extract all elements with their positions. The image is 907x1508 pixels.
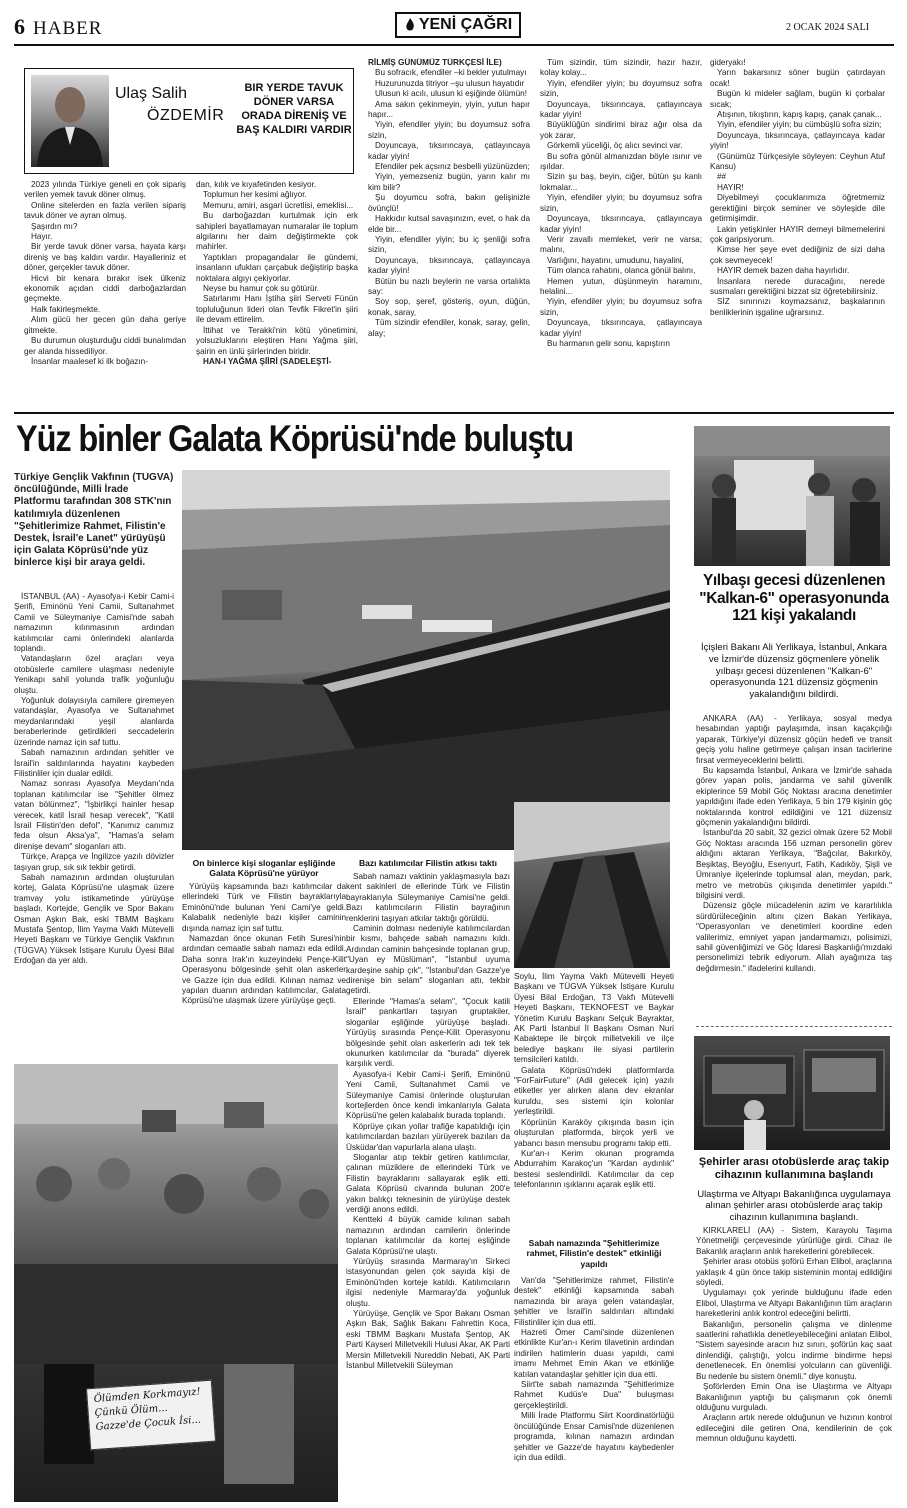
paragraph: Atışının, tıkıştırın, kapış kapış, çanak çanak...: [717, 110, 882, 120]
side2-lead: Ulaştırma ve Altyapı Bakanlığınca uygulamaya alınan şehirler arası otobüslerde araç takip cihazının kullanımına başlandı.: [697, 1188, 891, 1222]
column-col4: [540, 58, 702, 380]
paragraph: Uygulamayı çok yerinde bulduğunu ifade eden Elibol, Ulaştırma ve Altyapı Bakanlığının tüm araçların hareketlerini anlık kontrol edeceğini belirtti.: [696, 1288, 892, 1319]
side1-headline: Yılbaşı gecesi düzenlenen "Kalkan-6" operasyonunda 121 kişi yakalandı: [699, 572, 889, 624]
paragraph: Şoförlerden Emin Ona ise Ulaştırma ve Altyapı Bakanlığının yaptığı bu çalışmanın çok önemli olduğunu vurguladı.: [696, 1382, 892, 1412]
paragraph: KIRKLARELİ (AA) - Sistem, Karayolu Taşıma Yönetmeliği çerçevesinde yürürlüğe girdi. Cihaz ile Bakanlık araçların anlık hareketlerini görebilecek.: [696, 1226, 892, 1256]
paragraph: Online sitelerden en fazla verilen sipariş tavuk döner ve ayran olmuş.: [24, 200, 186, 221]
paragraph: Bakanlığın, personelin çalışma ve dinlenme saatlerini rahatlıkla denetleyebileceğini anlatan Elibol, "Sistem sayesinde aracın hız sınırı, şoförün kaç saat dinlendiği, çalıştığı, yolcu indirme bindirme hepsi denetlenecek. En önemlisi yolcuların can güvenliği. Bu nedenle bu sistem önemli." diye konuştu.: [696, 1319, 892, 1381]
paragraph: Varlığını, hayatını, umudunu, hayalini,: [547, 255, 684, 265]
logo-text: YENİ ÇAĞRI: [418, 16, 513, 33]
paragraph: Hayır.: [31, 232, 53, 242]
paragraph: Tüm sizindir efendiler, konak, saray, gelin, alay;: [368, 318, 530, 338]
crowd-bridge-photo: [514, 802, 670, 968]
page-header: [0, 0, 907, 50]
paragraph: Sloganlar atıp tekbir getiren katılımcılar, çalınan müziklere de ellerindeki Türk ve Filistin bayraklarını sallayarak eşlik etti. Galata Köprüsü civarında bulunan 200'e yakın balıkçı teknesinin de yürüyüşe destek verdiği anons edildi.: [346, 1152, 510, 1214]
paragraph: Toplumun her kesimi ağlıyor.: [203, 190, 307, 200]
page-number: 6: [14, 14, 25, 39]
paragraph: Doyuncaya, tıksırıncaya, çatlayıncaya kadar yiyin!: [540, 214, 702, 234]
paragraph: Siirt'te sabah namazında "Şehitlerimize Rahmet Kudüs'e Dua" buluşması gerçekleştirildi.: [514, 1380, 674, 1410]
paragraph: 2023 yılında Türkiye geneli en çok sipariş verilen yemek tavuk döner olmuş.: [24, 180, 186, 200]
police-illustration-icon: [694, 426, 890, 566]
protest-crowd-photo: [14, 1064, 338, 1502]
paragraph: Sabah namazı vaktinin yaklaşmasıyla bazı kent sakinleri de ellerinde Türk ve Filistin bayraklarıyla Süleymaniye Camisi'ne geldi. Bazı katılımcıların Filistin bayrağının renklerini taşıyan atkılar taktığı görüldü.: [346, 872, 510, 923]
paragraph: Namazdan önce okunan Fetih Suresi'nin ardından cemaatle sabah namazı eda edildi. Daha sonra Irak'ın kuzeyindeki Pençe-Kilit Operasyonu bölgesinde şehit olan askerler ve Gazze için dua edildi. Kılınan namaz ve yapılan duanın ardından katılımcılar, Galata Köprüsü'ne ulaşmak üzere yürüyüşe geçti.: [182, 934, 346, 1006]
paragraph: Diyebilmeyi çocuklarımıza öğretmemiz gerektiğini birçok seminer ve söyleşide dile getirmişimdir.: [710, 193, 885, 224]
paragraph: Şu doyumcu sofra, bakın gelişinizle övünçlü!: [368, 193, 530, 213]
paragraph: Yürüyüşe, Gençlik ve Spor Bakanı Osman Aşkın Bak, Sağlık Bakanı Fahrettin Koca, eski TBMM Başkanı Mustafa Şentop, AK Parti Kayseri Milletvekili Hulusi Akar, AK Parti Mersin Milletvekili Nureddin Nebati, AK Parti İstanbul Milletvekili Süleyman: [346, 1309, 510, 1371]
paragraph: Yiyin, efendiler yiyin; bu doyumsuz sofra sizin,: [540, 193, 702, 213]
main-lead: Türkiye Gençlik Vakfının (TÜGVA) öncülüğünde, Milli İrade Platformu tarafından 308 STK'nın katılımıyla düzenlenen "Şehitlerimize Rahmet, Filistin'e Destek, İsrail'e Lanet" yürüyüşü için Galata Köprüsü'nde yüz binlerce kişi bir araya geldi.: [14, 472, 174, 569]
paragraph: İnsanlara nerede duracağını, nerede susmaları gerektiğini bizzat siz öğretebilirsiniz.: [710, 276, 885, 296]
paragraph: Vatandaşların özel araçları veya otobüslerle camilere ulaşması nedeniyle Yenikapı sahil yolunda trafik yoğunluğu oluştu.: [14, 654, 174, 695]
paragraph: Yoğunluk dolayısıyla camilere giremeyen vatandaşlar, Ayasofya ve Sultanahmet meydanlarındaki yeşil alanlarda beraberlerinde getirdikleri seccadelerin üzerinde namaz için saf tuttu.: [14, 696, 174, 747]
main-body-col1: [14, 592, 174, 1058]
paragraph: HAN-I YAĞMA ŞİİRİ (SADELEŞTİ-: [203, 356, 332, 366]
paragraph: Yiyin, efendiler yiyin; bu doyumsuz sofra sizin,: [368, 120, 530, 140]
paragraph: Halk fakirleşmekte.: [31, 304, 101, 314]
issue-date: 2 OCAK 2024 SALI: [786, 22, 870, 33]
paragraph: (Günümüz Türkçesiyle söyleyen: Ceyhun Atuf Kansu): [710, 151, 885, 172]
column-title: BIR YERDE TAVUK DÖNER VARSA ORADA DİRENİŞ VE BAŞ KALDIRI VARDIR: [236, 82, 352, 136]
main-body-col4: [514, 972, 674, 1232]
paragraph: Bu sofra gönül almanızdan böyle ısınır ve ışıldar.: [540, 151, 702, 172]
paragraph: Alım gücü her gecen gün daha geriye gitmekte.: [24, 315, 186, 335]
paragraph: gideryakı!: [710, 58, 746, 67]
column-col3: [368, 58, 530, 380]
paragraph: Yiyin, efendiler yiyin; bu iç şenliği sofra sizin,: [368, 234, 530, 255]
subhead-3: Sabah namazında "Şehitlerimize rahmet, Filistin'e destek" etkinliği yapıldı: [526, 1238, 662, 1269]
paragraph: Şehirler arası otobüs şoförü Erhan Elibol, araçlarına yaklaşık 4 gün önce takip sisteminin montaj edildiğini söyledi.: [696, 1257, 892, 1288]
paragraph: Tüm olanca rahatını, olanca gönül balını,: [547, 266, 696, 276]
paragraph: Hemen yutun, düşünmeyin haramını, helalini...: [540, 276, 702, 296]
main-body-col2: [182, 882, 346, 1054]
paragraph: Lakin yetişkinler HAYIR demeyi bilmemelerini çok garipsiyorum.: [710, 224, 885, 244]
paragraph: Efendiler pek açsınız besbelli yüzünüzden;: [375, 162, 530, 172]
paragraph: Milli İrade Platformu Siirt Koordinatörlüğü öncülüğünde Ensar Camisi'nde düzenlenen programda, kılınan namazın ardından şehitler ve Gazze'de hayatını kaybedenler için dua edildi.: [514, 1411, 674, 1462]
police-photo: [694, 426, 890, 566]
header-rule: [14, 44, 894, 46]
paragraph: İSTANBUL (AA) - Ayasofya-i Kebir Cami-i Şerifi, Eminönü Yeni Camii, Sultanahmet Camii ve Süleymaniye Camisi'nde sabah namazının kılınmasının ardından katılımcılar cami önlerindeki alanlarda toplandı.: [14, 592, 174, 654]
paragraph: Bu harmanın gelir sonu, kapıştırın: [547, 338, 670, 348]
paragraph: İnsanlar maalesef ki ilk boğazın-: [31, 356, 148, 366]
paragraph: Soy sop, şeref, gösteriş, oyun, düğün, konak, saray,: [368, 297, 530, 317]
author-first-name: Ulaş Salih: [115, 85, 188, 102]
paragraph: Caminin dolması nedeniyle katılımcılardan bir kısmı, bahçede sabah namazını kıldı. Ardından caminin bahçesinde toplanan grup, "Uyan ey Müslüman", "İstanbul uyuma kardeşine sahip çık", "İstanbul'dan Gazze'ye direnişe bin selam" sloganları attı, tekbir getirdi.: [346, 924, 510, 996]
protest-sign: [86, 1380, 216, 1451]
paragraph: HAYIR!: [717, 182, 744, 192]
paragraph: Büyüklüğün sindirimi biraz ağır olsa da yok zarar,: [540, 120, 702, 140]
bridge-illustration-icon: [182, 470, 670, 850]
bus-photo: [694, 1036, 890, 1150]
paragraph: Doyuncaya, tıksırıncaya, çatlayıncaya kadar yiyin!: [710, 130, 885, 151]
paragraph: Sabah namazının ardından oluşturulan kortej, Galata Köprüsü'ne ulaşmak üzere tramvay yolu istikametinde yürüyüşe başladı. Kortejde, Gençlik ve Spor Bakanı Osman Aşkın Bak, eski TBMM Başkanı Mustafa Şentop, İlim Yayma Vakfı Mütevelli Heyeti Başkanı ve Türkiye Gençlik Vakfının (TÜGVA) Yüksek İstişare Kurulu Üyesi Bilal Erdoğan da yer aldı.: [14, 872, 174, 966]
sign-line: Ölümden Korkmayız!: [93, 1386, 201, 1405]
paragraph: Bu durumun oluşturduğu ciddi bunalımdan ger alanda hissediliyor.: [24, 336, 186, 356]
main-body-col3: [346, 872, 510, 1502]
paragraph: Galata Köprüsü'ndeki platformlarda "ForFairFuture" (Adil gelecek için) yazılı etiketler yer alırken alana dev ekranlar kuruldu, ses sistemi için kolonlar yerleştirildi.: [514, 1065, 674, 1117]
paragraph: Hakkıdır kutsal savaşınızın, evet, o hak da elde bir...: [368, 214, 530, 234]
paragraph: dan, kılık ve kıyafetinden kesiyor.: [196, 180, 317, 189]
paragraph: Van'da "Şehitlerimize rahmet, Filistin'e destek" etkinliği kapsamında sabah namazında bir araya gelen vatandaşlar, şehitler ve İsrail'in saldırıları altındaki Filistinliler için dua etti.: [514, 1276, 674, 1327]
column-col5: [710, 58, 885, 380]
paragraph: Huzurunuzda titriyor –şu ulusun hayatıdır: [375, 78, 525, 88]
paragraph: Doyuncaya, tıksırıncaya, çatlayıncaya kadar yiyin!: [540, 99, 702, 120]
paragraph: Sizin şu baş, beyin, ciğer, bütün şu kanlı lokmalar...: [540, 172, 702, 192]
section-label: HABER: [33, 18, 103, 39]
paragraph: Ellerinde "Hamas'a selam", "Çocuk katili İsrail" pankartları taşıyan gruptakiler, sloganlar eşliğinde yürüyüşe başladı. Yürüyüş sırasında Pençe-Kilit Operasyonu bölgesinde şehit olan askerlerin adı tek tek okunurken katılımcılar da "burada" diyerek karşılık verdi.: [346, 996, 510, 1069]
author-last-name: ÖZDEMİR: [147, 107, 225, 124]
paragraph: Hazreti Ömer Cami'sinde düzenlenen etkinlikte Kur'an-ı Kerim tilavetinin ardından indirilen hatimlerin duası yapıldı, cami imamı Mehmet Emin Akan ve etkinliğe katılan vatandaşlar şehitler için dua etti.: [514, 1328, 674, 1379]
paragraph: Bu sofracık, efendiler –ki bekler yutulmayı: [375, 68, 527, 78]
paragraph: Neyse bu hamur çok su götürür.: [203, 284, 320, 294]
side1-lead: İçişleri Bakanı Ali Yerlikaya, İstanbul, Ankara ve İzmir'de düzensiz göçmenlere yönelik yılbaşı gecesi düzenlenen "Kalkan-6" operasyonunda 121 düzensiz göçmenin yakalandığını bildirdi.: [701, 642, 887, 701]
paragraph: Bu kapsamda İstanbul, Ankara ve İzmir'de sahada görev yapan polis, jandarma ve sahil güvenlik ekiplerince 59 Mobil Göç Noktası aracına denetimler yapıldığını ifade eden Yerlikaya, 5 bin 179 kişinin göç noktalarında kontrol edildiğini ve 121 düzensiz göçmenin yakalandığını bildirdi.: [696, 766, 892, 828]
paragraph: Ulusun ki acılı, ulusun ki eşiğinde ölümün!: [375, 89, 528, 99]
paragraph: Yiyin, efendiler yiyin; bu cümbüşlü sofra sizin;: [717, 120, 882, 130]
main-headline: Yüz binler Galata Köprüsü'nde buluştu: [16, 418, 573, 459]
paragraph: ANKARA (AA) - Yerlikaya, sosyal medya hesabından yaptığı paylaşımda, insan kaçakçılığı yaparak, Türkiye'yi düzensiz göçün hedefi ve transit geçiş yolu haline getirmeye çalışan insan tacirlerine fırsat vermeyeceklerini belirtti.: [696, 714, 892, 765]
main-body-col5: [514, 1276, 674, 1502]
paragraph: Namaz sonrası Ayasofya Meydanı'nda toplanan katılımcılar ise "Şehitler ölmez vatan bölünmez", "İşbirlikçi hainler hesap verecek, katil İsrail hesap verecek", "Katil İsrail Filistin'den defol", "Kanımız canımız feda olsun Aksa'ya", "Hamas'a selam direnişe devam" sloganları attı.: [14, 779, 174, 851]
paragraph: Doyuncaya, tıksırıncaya, çatlayıncaya kadar yiyin!: [368, 141, 530, 161]
crowd-illustration-icon: [514, 802, 670, 968]
paragraph: Kimse her şeye evet dediğiniz de sizi daha çok sevmeyecek!: [710, 245, 885, 265]
paragraph: Düzensiz göçle mücadelenin azim ve kararlılıkla sürdürüleceğinin altını çizen Bakan Yerlikaya, "Operasyonları ve denetimleri koordine eden valilerimiz, emniyet yapan jandarmamızı, polisimizi, sahil güvenliğimizi ve Göç İdaresi Başkanlığı'mızdaki personelimizi tebrik ediyorum. Allah ayağınıza taş değdirmesin." ifadelerini kullandı.: [696, 901, 892, 973]
side2-body: [696, 1226, 892, 1504]
paragraph: Yiyin, efendiler yiyin; bu doyumsuz sofra sizin,: [540, 78, 702, 99]
paragraph: HAYIR demek bazen daha hayırlıdır.: [717, 266, 850, 276]
side2-headline: Şehirler arası otobüslerde araç takip cihazının kullanımına başlandı: [698, 1156, 890, 1181]
side1-body: [696, 714, 892, 1016]
paragraph: İttihat ve Terakki'nin kötü yönetimini, yolsuzluklarını eleştiren Hanı Yağma şiiri, şairin en ünlü şiirlerinden biridir.: [196, 325, 358, 356]
author-box: [24, 68, 354, 174]
paragraph: Yiyin, efendiler yiyin; bu doyumsuz sofra sizin,: [540, 297, 702, 317]
paragraph: Doyuncaya, tıksırıncaya, çatlayıncaya kadar yiyin!: [540, 318, 702, 338]
paragraph: Yarın bakarsınız söner bugün çatırdayan ocak!: [710, 68, 885, 88]
paragraph: Kur'an-ı Kerim okunan programda Abdurrahim Karakoç'un "Kardan aydınlık" bestesi seslendirildi. Katılımcılar da cep telefonlarının ışıklarını açarak eşlik etti.: [514, 1148, 674, 1190]
paragraph: Bütün bu nazlı beylerin ne varsa ortalıkta say:: [368, 276, 530, 296]
newspaper-logo: [395, 12, 521, 38]
paragraph: Yürüyüş sırasında Marmaray'ın Sirkeci istasyonundan gelen çok sayıda kişi de Eminönü'nden korteje katıldı. Katılımcıların ilgisi nedeniyle Marmaray'da yoğunluk oluştu.: [346, 1257, 510, 1308]
paragraph: Soylu, İlim Yayma Vakfı Mütevelli Heyeti Başkanı ve TÜGVA Yüksek İstişare Kurulu Üyesi Bilal Erdoğan, T3 Vakfı Mütevelli Heyeti Başkanı, TEKNOFEST ve Baykar Yönetim Kurulu Başkanı Selçuk Bayraktar, AK Parti İstanbul İl Başkanı Osman Nuri Kabaktepe ile birçok milletvekili ve ilçe belediye başkanı ile siyasi partilerin temsilcileri katıldı.: [514, 972, 674, 1065]
paragraph: Hicvi bir kenara bırakır isek ülkeniz ekonomik açıdan ciddi darboğazlardan geçmekte.: [24, 273, 186, 304]
paragraph: İstanbul'da 20 sabit, 32 gezici olmak üzere 52 Mobil Göç Noktası aracında 156 uzman personelin görev aldığını aktaran Yerlikaya, "Bağcılar, Bakırköy, Beşiktaş, Beyoğlu, Esenyurt, Fatih, Kadıköy, Şişli ve Ümraniye ilçelerinde toplumsal alan, meydan, park, metro ve metrobüs çıkışında denetimler yapıldı." bilgisini verdi.: [696, 828, 892, 900]
paragraph: Türkçe, Arapça ve İngilizce yazılı dövizler taşıyan grup, sık sık tekbir getirdi.: [14, 852, 174, 872]
paragraph: Yürüyüş kapsamında bazı katılımcılar da ellerindeki Türk ve Filistin bayraklarıyla Eminönü'nde bulunan Yeni Cami'ye geldi. Kalabalık nedeniyle bazı kişiler caminin dışında namaz için saf tuttu.: [182, 882, 346, 933]
paragraph: RİLMİŞ GÜNÜMÜZ TÜRKÇESİ İLE): [368, 58, 502, 67]
author-photo: [31, 75, 109, 167]
paragraph: Memuru, amiri, asgari ücretlisi, emeklisi...: [203, 200, 354, 210]
paragraph: Ayasofya-i Kebir Cami-i Şerifi, Eminönü Yeni Camii, Sultanahmet Camii ve Süleymaniye Camisi önlerinde oluşturulan kortejlerden önce kendi imkanlarıyla Galata Köprüsü'ne gelen kalabalık burada toplandı.: [346, 1069, 510, 1121]
paragraph: ##: [717, 172, 727, 182]
sign-line: Gazze'de Çocuk İsi...: [95, 1414, 202, 1433]
bus-illustration-icon: [694, 1036, 890, 1150]
paragraph: Yiyin, yemezseniz bugün, yarın kalır mı kim bilir?: [368, 172, 530, 192]
section-divider: [14, 412, 894, 414]
paragraph: Köprüye çıkan yollar trafiğe kapatıldığı için katılımcılardan bazıları yürüyerek bazıları da Üsküdar'dan vapurlarla alana ulaştı.: [346, 1121, 510, 1152]
paragraph: Görkemli yüceliği, öç alıcı sevinci var.: [547, 141, 683, 151]
paragraph: Şaşırdın mı?: [31, 221, 78, 231]
paragraph: Bir yerde tavuk döner varsa, hayata karşı direniş ve baş kaldırı vardır. Hayalleriniz et döner, gerçekler tavuk döner.: [24, 242, 186, 273]
paragraph: Verir zavallı memleket, verir ne varsa; malını,: [540, 234, 702, 255]
subhead-2: Bazı katılımcılar Filistin atkısı taktı: [359, 858, 497, 868]
author-silhouette-icon: [31, 75, 109, 167]
paragraph: SİZ sınırınızı koymazsanız, başkalarının benliklerinin işgaline uğrarsınız.: [710, 297, 885, 317]
column-col2: [196, 180, 358, 380]
paragraph: Yaptıkları propagandalar ile gündemi, insanların ufukları çarçabuk değiştirip başka noktalara algıyı çekiyorlar.: [196, 252, 358, 283]
sign-line: Çünkü Ölüm...: [94, 1402, 169, 1419]
paragraph: Araçların artık nerede olduğunun ve hızının kontrol edileceğini dile getiren Ona, kendilerinin de çok memnun olduğunu kaydetti.: [696, 1413, 892, 1444]
paragraph: Sabah namazının ardından şehitler ve İsrail'in saldırılarında hayatını kaybeden Filistinliler için dualar edildi.: [14, 748, 174, 778]
subhead-1: On binlerce kişi sloganlar eşliğinde Galata Köprüsü'ne yürüyor: [192, 858, 336, 879]
logo-flame-icon: [404, 17, 416, 33]
column-col1: [24, 180, 186, 380]
bridge-aerial-photo: [182, 470, 670, 850]
paragraph: Köprünün Karaköy çıkışında basın için oluşturulan platformda, birçok yerli ve yabancı basın mensubu programı takip etti.: [514, 1117, 674, 1148]
paragraph: Kentteki 4 büyük camide kılınan sabah namazının ardından camilerin önlerinde toplanan katılımcılar da kortej eşliğinde Galata Köprüsü'ne ulaştı.: [346, 1215, 510, 1256]
paragraph: Bu darboğazdan kurtulmak için erk sahipleri bayatlamayan numaralar ile toplum algılarını her daim değiştirmekte çok mahirler.: [196, 211, 358, 252]
paragraph: Bugün ki mideler sağlam, bugün ki çorbalar sıcak;: [710, 89, 885, 109]
sidebar-divider: [696, 1026, 892, 1027]
paragraph: Doyuncaya, tıksırıncaya, çatlayıncaya kadar yiyin!: [368, 255, 530, 276]
paragraph: Satırlarımı Hanı İştiha şiiri Serveti Fünün topluluğunun lideri olan Tevfik Fikret'in şiiri ile devam ettirelim.: [196, 294, 358, 325]
paragraph: Tüm sizindir, tüm sizindir, hazır hazır, kolay kolay...: [540, 58, 702, 78]
paragraph: Ama sakın çekinmeyin, yiyin, yutun hapır hapır...: [368, 99, 530, 120]
